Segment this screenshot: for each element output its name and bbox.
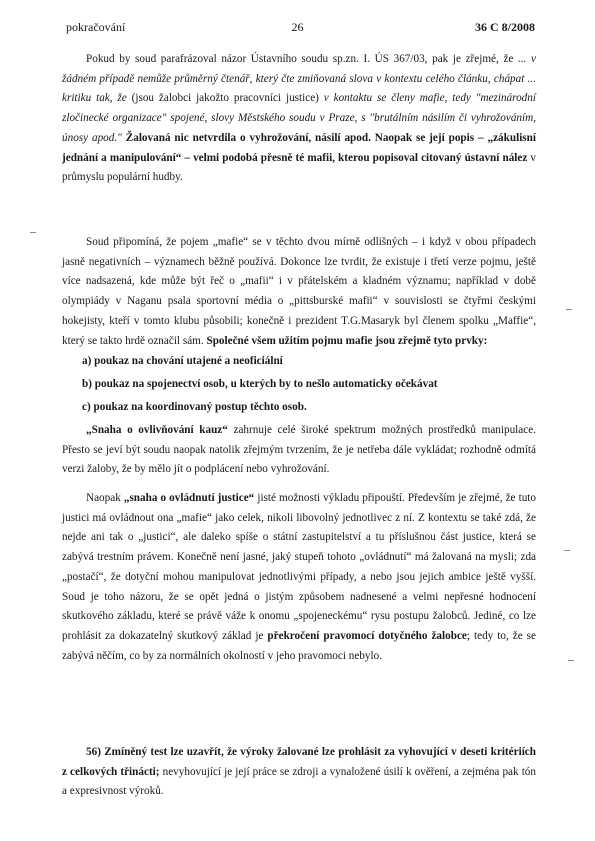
margin-mark <box>566 309 572 310</box>
paragraph-1 <box>62 50 536 188</box>
p3-bold: „Snaha o ovlivňování kauz“ <box>86 424 228 436</box>
p4-text-2: jisté možnosti výkladu připouští. Především je zřejmé, že tuto justici má ovládnout ona „mafie“ jako celek, nikoli libovolný jednotlivec z ní. Z kontextu se také zdá, že nejde ani tak o „justici“, ale daleko spíše o státní zastupitelství a tu příslušnou část justice, která se zabývá trestním právem. Konečně není jasné, jaký stupeň tohoto „ovládnutí“ má žalovaná na mysli; zda „postačí“, že dotyční mohou manipulovat jednotlivými případy, a nebo jsou jejich ambice ještě vyšší. Soud je toho názoru, že se opět jedná o jistým způsobem nadnesené a velmi nepřesné hodnocení skutkového základu, které se právě váže k onomu „spojeneckému“ rysu postupu žalobců. Jediné, co lze prohlásit za dokazatelný skutkový základ je <box>62 492 536 642</box>
list-marker: c) <box>82 401 91 413</box>
p5-bold: 56) Zmíněný test lze uzavřít, že výroky žalované lze prohlásit za vyhovující v deseti kritériích z celkových třinácti; <box>62 746 536 778</box>
p4-bold-2: překročení pravomocí dotyčného žalobce <box>267 629 467 642</box>
p1-bold: Žalovaná nic netvrdila o vyhrožování, násilí apod. Naopak se její popis – „zákulisní jednání a manipulování“ – velmi podobá přesně té mafii, kterou popisoval citovaný ústavní nález <box>62 131 536 164</box>
paragraph-3 <box>62 421 536 480</box>
p3-text: zahrnuje celé široké spektrum možných prostředků manipulace. Přesto se jeví být soudu naopak natolik zřejmým tvrzením, že je netřeba dále vykládat; rozhodně odmítá verzi žaloby, že by mělo jít o podplácení nebo vyhrožování. <box>62 424 536 476</box>
p4-text: Naopak <box>86 492 124 504</box>
header-continuation: pokračování <box>66 20 126 34</box>
list-item <box>82 375 438 395</box>
p1-quote-2: v kontaktu se členy mafie, tedy "mezinárodní zločinecké organizace" spojené, slovy Městského soudu v Praze, s "brutálním násilím či vyhrožováním, únosy apod." <box>62 92 536 144</box>
p4-text-3: ; tedy to, že se zabývá něčím, co by za normálních okolností v jeho pravomoci nebylo. <box>62 629 537 662</box>
p1-text-2: (jsou žalobci jakožto pracovníci justice) <box>126 92 324 105</box>
paragraph-5 <box>62 743 536 802</box>
list-marker: b) <box>82 378 92 390</box>
list-text: poukaz na chování utajené a neoficiální <box>94 355 283 367</box>
list-text: poukaz na koordinovaný postup těchto osob. <box>93 401 307 413</box>
list-marker: a) <box>82 355 92 367</box>
page-number: 26 <box>291 20 304 34</box>
margin-mark <box>564 550 570 551</box>
list-text: poukaz na spojenectví osob, u kterých by to nešlo automaticky očekávat <box>94 378 438 390</box>
paragraph-4 <box>62 489 536 666</box>
margin-mark <box>30 232 36 233</box>
p2-bold: Společné všem užitím pojmu mafie jsou zřejmě tyto prvky: <box>206 334 488 347</box>
p1-text: Pokud by soud parafrázoval názor Ústavního soudu sp.zn. I. ÚS 367/03, pak je zřejmé, že <box>86 53 519 65</box>
p2-text: Soud připomíná, že pojem „mafie“ se v těchto dvou mírně odlišných – i když v obou případech jasně negativních – významech běžně používá. Dokonce lze tvrdit, že existuje i třetí verze pojmu, ještě více nadsazená, kde může být řeč o „mafii“ i v přátelském a kladném významu; například v době olympiády v Naganu psala sportovní média o „pittsburské mafii“ v souvislosti se čtyřmi českými hokejisty, kteří v tomto klubu působili; konečně i prezident T.G.Masaryk byl členem spolku „Maffie“, který se takto hrdě označil sám. <box>62 236 536 347</box>
paragraph-2 <box>62 233 536 351</box>
list-item <box>82 398 307 418</box>
case-number: 36 C 8/2008 <box>475 20 535 34</box>
p1-quote: ... v žádném případě nemůže průměrný čtenář, který čte zmiňovaná slova v kontextu celého článku, chápat ... kritiku tak, že <box>62 53 537 105</box>
p4-bold: „snaha o ovládnutí justice“ <box>123 492 255 504</box>
p1-text-3: v průmyslu populární hudby. <box>62 151 537 184</box>
p5-text: nevyhovující je její práce se zdroji a vynaložené úsilí k ověření, a zejména pak tón a expresivnost výroků. <box>62 765 536 798</box>
margin-mark <box>568 660 574 661</box>
list-item <box>82 352 283 372</box>
